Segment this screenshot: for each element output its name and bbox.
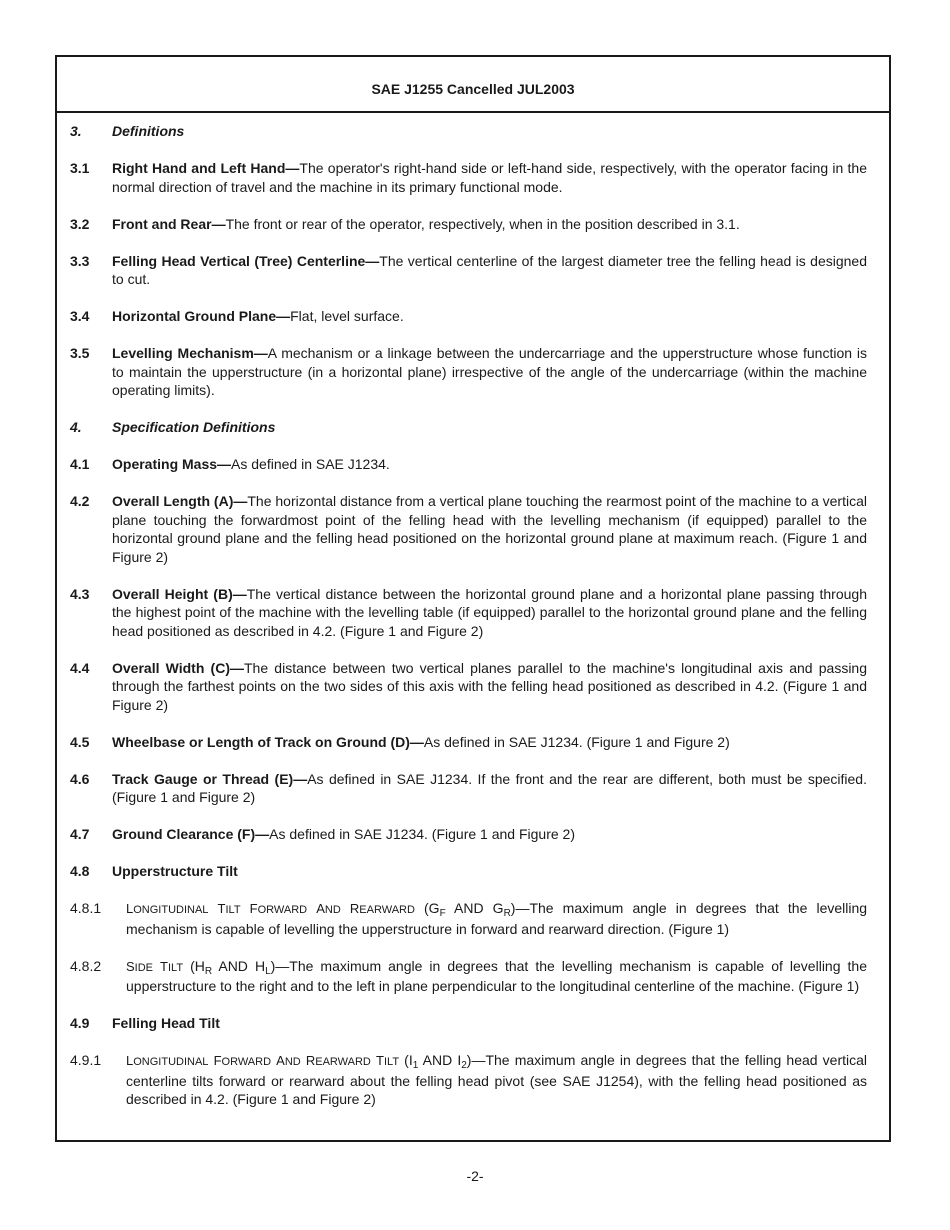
item-term: Right Hand and Left Hand— xyxy=(112,160,300,176)
item-text: Flat, level surface. xyxy=(290,308,404,324)
item-number: 4.7 xyxy=(70,826,90,842)
definition-item xyxy=(70,770,867,807)
item-term: Upperstructure Tilt xyxy=(112,863,238,879)
definition-item xyxy=(70,585,867,641)
document-body xyxy=(70,122,867,1109)
item-term: Felling Head Tilt xyxy=(112,1015,220,1031)
subitem-number: 4.8.2 xyxy=(70,957,102,974)
item-number: 3.3 xyxy=(70,252,90,269)
sub-definition-item: 4.8.1 LONGITUDINAL TILT FORWARD AND REARWARD ($G_F$ AND $G_R)—The$ maximum angle in degrees that the levelling mechanism is capable of levelling the upperstructure in forward and rearward direction. (Figure 1) xyxy=(70,900,868,937)
item-number: 4.4 xyxy=(70,659,90,676)
item-number: 4.1 xyxy=(70,456,90,472)
item-text: The vertical centerline of the largest diameter tree the felling head is designed to cut. xyxy=(112,252,867,287)
document-header xyxy=(57,57,889,113)
item-number: 4.2 xyxy=(70,493,90,509)
subitem-term: LONGITUDINAL TILT FORWARD AND REARWARD xyxy=(126,901,415,916)
item-term: Overall Width (C)— xyxy=(112,659,244,676)
item-text: As defined in SAE J1234. If the front and the rear are different, both must be specified. (Figure 1 and Figure 2) xyxy=(112,770,867,805)
definition-item xyxy=(70,159,867,196)
item-number: 4.6 xyxy=(70,770,90,787)
definition-item xyxy=(70,215,867,234)
item-text: As defined in SAE J1234. xyxy=(231,456,390,472)
subitem-term: LONGITUDINAL FORWARD AND REARWARD TILT xyxy=(126,1053,400,1068)
item-number: 3.4 xyxy=(70,308,90,324)
section-heading xyxy=(70,418,867,437)
item-number: 4.9 xyxy=(70,1015,90,1031)
section-title: Definitions xyxy=(112,123,185,139)
page-number: -2- xyxy=(466,1168,484,1184)
definition-item xyxy=(70,825,867,844)
item-number: 4.3 xyxy=(70,585,90,602)
item-number: 3.1 xyxy=(70,160,90,176)
subitem-term: SIDE TILT xyxy=(126,958,184,974)
item-term: Ground Clearance (F)— xyxy=(112,826,270,842)
item-text: The vertical distance between the horizontal ground plane and a horizontal plane passing through the highest point of the machine with the levelling table (if equipped) parallel to the horizontal ground plane and the felling head positioned as described in 4.2. (Figure 1 and Figure 2) xyxy=(112,585,867,639)
subitem-text: )—The maximum angle in degrees that the levelling mechanism is capable of levelling the upperstructure in forward and rearward direction. (Figure 1) xyxy=(126,900,868,937)
definition-item xyxy=(70,1014,867,1033)
definition-item xyxy=(70,455,867,474)
item-text: The front or rear of the operator, respectively, when in the position described in 3.1. xyxy=(225,215,740,232)
section-number: 4. xyxy=(70,419,82,435)
definition-item xyxy=(70,252,867,289)
item-number: 4.5 xyxy=(70,733,90,750)
item-number: 3.2 xyxy=(70,215,90,232)
item-text: As defined in SAE J1234. (Figure 1 and Figure 2) xyxy=(269,826,575,842)
item-term: Overall Height (B)— xyxy=(112,585,247,602)
section-heading xyxy=(70,122,867,141)
definition-item xyxy=(70,344,867,400)
item-term: Track Gauge or Thread (E)— xyxy=(112,770,308,787)
definition-item xyxy=(70,862,867,881)
document-title: SAE J1255 Cancelled JUL2003 xyxy=(371,81,575,97)
item-text: A mechanism or a linkage between the undercarriage and the upperstructure whose function is to maintain the upperstructure (in a horizontal plane) irrespective of the angle of the undercarriage (within the machine operating limits). xyxy=(112,345,867,398)
item-text: As defined in SAE J1234. (Figure 1 and Figure 2) xyxy=(423,733,730,750)
item-term: Wheelbase or Length of Track on Ground (D)— xyxy=(112,733,424,750)
definition-item xyxy=(70,659,867,715)
definition-item xyxy=(70,307,867,326)
item-text: The operator's right-hand side or left-hand side, respectively, with the operator facing in the normal direction of travel and the machine in its primary functional mode. xyxy=(112,160,867,195)
sub-definition-item: 4.8.2 SIDE TILT ($H_R$ AND $H_L)—The$ maximum angle in degrees that the levelling mechanism is capable of levelling the upperstructure to the right and to the left in plane perpendicular to the longitudinal centerline of the machine. (Figure 1) xyxy=(70,957,867,994)
item-term: Operating Mass— xyxy=(112,456,232,472)
section-title: Specification Definitions xyxy=(112,419,276,435)
item-term: Horizontal Ground Plane— xyxy=(112,308,291,324)
section-number: 3. xyxy=(70,123,82,139)
item-number: 4.8 xyxy=(70,863,90,879)
item-text: The horizontal distance from a vertical plane touching the rearmost point of the machine to a vertical plane touching the forwardmost point of the felling head with the levelling mechanism (if equipped) parallel to the horizontal ground plane and the felling head positioned on the horizontal ground plane at maximum reach. (Figure 1 and Figure 2) xyxy=(112,493,867,565)
item-term: Felling Head Vertical (Tree) Centerline— xyxy=(112,252,380,269)
definition-item xyxy=(70,492,867,566)
item-term: Front and Rear— xyxy=(112,215,226,232)
subitem-text: )—The maximum angle in degrees that the levelling mechanism is capable of levelling the upperstructure to the right and to the left in plane perpendicular to the longitudinal centerline of the machine. (Figure 1) xyxy=(126,957,867,994)
subitem-number: 4.9.1 xyxy=(70,1052,102,1068)
sub-definition-item: 4.9.1 LONGITUDINAL FORWARD AND REARWARD TILT ($I_1$ AND $I_2)—The$ maximum angle in degrees that the felling head vertical centerline tilts forward or rearward about the felling head pivot (see SAE J1254), with the felling head positioned as described in 4.2. (Figure 1 and Figure 2) xyxy=(70,1052,868,1107)
subitem-text: )—The maximum angle in degrees that the felling head vertical centerline tilts forward or rearward about the felling head pivot (see SAE J1254), with the felling head positioned as described in 4.2. (Figure 1 and Figure 2) xyxy=(126,1052,868,1107)
item-text: The distance between two vertical planes parallel to the machine's longitudinal axis and passing through the farthest points on the two sides of this axis with the felling head positioned as described in 4.2. (Figure 1 and Figure 2) xyxy=(112,659,868,713)
item-number: 3.5 xyxy=(70,345,90,361)
subitem-number: 4.8.1 xyxy=(70,900,102,916)
item-term: Levelling Mechanism— xyxy=(112,345,268,361)
definition-item xyxy=(70,733,867,752)
item-term: Overall Length (A)— xyxy=(112,493,248,509)
